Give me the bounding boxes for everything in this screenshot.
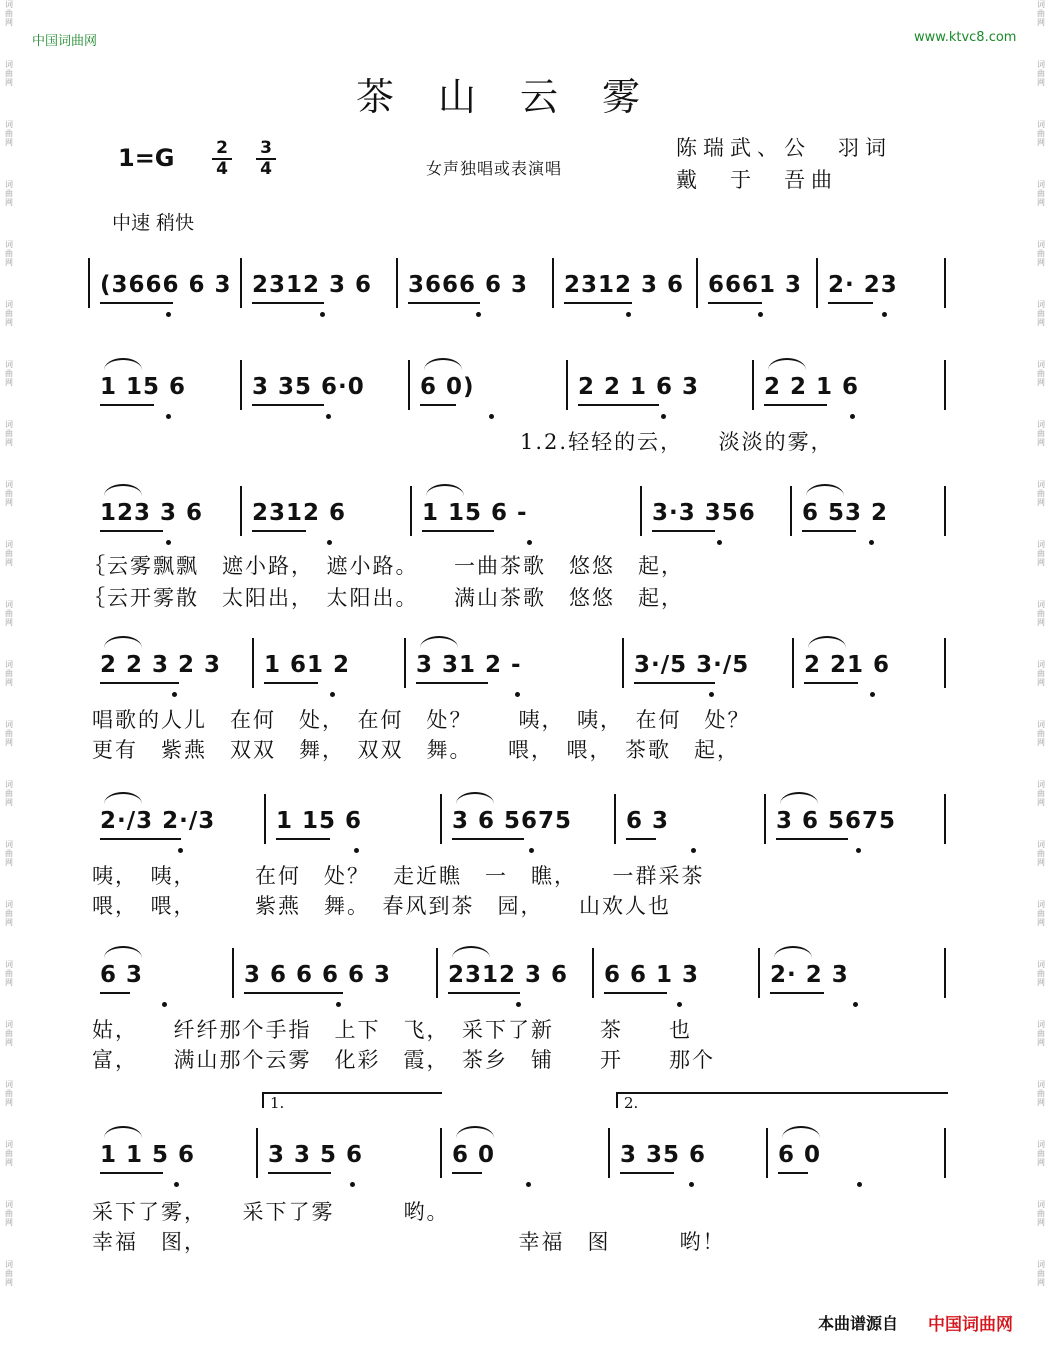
octave-dot	[527, 540, 532, 545]
barline	[566, 360, 568, 410]
beam-underline	[252, 404, 324, 406]
site-url-right[interactable]: www.ktvc8.com	[914, 30, 1017, 45]
watermark-glyphs: 词 曲 网	[1037, 480, 1045, 507]
octave-dot	[166, 414, 171, 419]
watermark-glyphs: 词 曲 网	[1037, 1020, 1045, 1047]
lyric-line-3: ｛云开雾散 太阳出， 太阳出。 满山茶歌 悠悠 起，	[84, 586, 684, 610]
measure-notes: 3 31 2 -	[416, 652, 522, 678]
watermark-glyphs: 词 曲 网	[1037, 900, 1045, 927]
measure-notes: 1 15 6	[276, 808, 363, 834]
watermark-glyphs: 词 曲 网	[5, 1020, 13, 1047]
barline	[792, 638, 794, 688]
beam-underline	[604, 992, 667, 994]
watermark-glyphs: 词 曲 网	[5, 1080, 13, 1107]
measure-notes: 2· 2 3	[770, 962, 849, 988]
octave-dot	[174, 1182, 179, 1187]
composer-credit: 戴 于 吾曲	[676, 168, 838, 192]
octave-dot	[661, 414, 666, 419]
watermark-glyphs: 词 曲 网	[5, 540, 13, 567]
lyric-line-4: 唱歌的人儿 在何 处， 在何 处？ 咦， 咦， 在何 处？	[92, 708, 751, 732]
octave-dot	[850, 414, 855, 419]
watermark-glyphs: 词 曲 网	[1037, 0, 1045, 27]
watermark-glyphs: 词 曲 网	[1037, 360, 1045, 387]
slur-mark	[104, 358, 142, 370]
barline	[790, 486, 792, 536]
beam-underline	[452, 838, 524, 840]
beam-underline	[276, 838, 330, 840]
measure-notes: 3666 6 3	[408, 272, 529, 298]
barline	[410, 486, 412, 536]
barline	[436, 948, 438, 998]
staff-line-6	[88, 948, 950, 1010]
watermark-glyphs: 词 曲 网	[1037, 60, 1045, 87]
first-ending-bracket: 1.	[262, 1092, 442, 1108]
slur-mark	[780, 792, 818, 804]
slur-mark	[452, 946, 490, 958]
watermark-glyphs: 词 曲 网	[5, 1260, 13, 1287]
slur-mark	[424, 358, 462, 370]
staff-line-2	[88, 360, 950, 422]
octave-dot	[870, 692, 875, 697]
measure-notes: 3·3 356	[652, 500, 756, 526]
staff-line-5	[88, 794, 950, 856]
lyric-line-11: 幸福 图， 幸福 图 哟！	[92, 1230, 726, 1254]
slur-mark	[104, 636, 142, 648]
measure-notes: 6661 3	[708, 272, 803, 298]
octave-dot	[350, 1182, 355, 1187]
watermark-glyphs: 词 曲 网	[1037, 120, 1045, 147]
watermark-glyphs: 词 曲 网	[5, 120, 13, 147]
slur-mark	[104, 946, 142, 958]
octave-dot	[162, 1002, 167, 1007]
octave-dot	[677, 1002, 682, 1007]
beam-underline	[564, 302, 632, 304]
barline	[764, 794, 766, 844]
beam-underline	[100, 682, 179, 684]
lyric-line-6: 咦， 咦， 在何 处？ 走近瞧 一 瞧， 一群采茶	[92, 864, 705, 888]
watermark-glyphs: 词 曲 网	[1037, 840, 1045, 867]
watermark-glyphs: 词 曲 网	[5, 180, 13, 207]
beam-underline	[100, 838, 181, 840]
octave-dot	[516, 1002, 521, 1007]
octave-dot	[336, 1002, 341, 1007]
measure-notes: 2 2 1 6 3	[578, 374, 700, 400]
barline	[944, 258, 946, 308]
barline	[440, 1128, 442, 1178]
measure-notes: 3 3 5 6	[268, 1142, 364, 1168]
watermark-glyphs: 词 曲 网	[1037, 720, 1045, 747]
lyric-line-8: 姑， 纤纤那个手指 上下 飞， 采下了新 茶 也	[92, 1018, 692, 1042]
watermark-glyphs: 词 曲 网	[5, 960, 13, 987]
beam-underline	[448, 992, 520, 994]
barline	[396, 258, 398, 308]
slur-mark	[104, 1126, 142, 1138]
right-watermark-strip	[1034, 0, 1048, 1359]
beam-underline	[408, 302, 480, 304]
beam-underline	[420, 404, 456, 406]
watermark-glyphs: 词 曲 网	[5, 480, 13, 507]
octave-dot	[853, 1002, 858, 1007]
beam-underline	[244, 992, 343, 994]
octave-dot	[882, 312, 887, 317]
left-watermark-strip	[2, 0, 16, 1359]
measure-notes: 2312 6	[252, 500, 347, 526]
lyric-line-5: 更有 紫燕 双双 舞， 双双 舞。 喂， 喂， 茶歌 起，	[92, 738, 740, 762]
beam-underline	[620, 1172, 674, 1174]
lyric-line-1: 1.2.轻轻的云， 淡淡的雾，	[520, 430, 834, 454]
barline	[696, 258, 698, 308]
octave-dot	[515, 692, 520, 697]
measure-notes: 3 6 5675	[452, 808, 573, 834]
slur-mark	[456, 792, 494, 804]
watermark-glyphs: 词 曲 网	[5, 900, 13, 927]
watermark-glyphs: 词 曲 网	[1037, 1140, 1045, 1167]
slur-mark	[456, 1126, 494, 1138]
octave-dot	[717, 540, 722, 545]
barline	[240, 486, 242, 536]
barline	[408, 360, 410, 410]
barline	[440, 794, 442, 844]
beam-underline	[634, 682, 715, 684]
song-title: 茶山云雾	[356, 75, 685, 119]
watermark-glyphs: 词 曲 网	[1037, 240, 1045, 267]
watermark-glyphs: 词 曲 网	[5, 420, 13, 447]
barline	[758, 948, 760, 998]
barline	[552, 258, 554, 308]
second-ending-bracket: 2.	[616, 1092, 948, 1108]
watermark-glyphs: 词 曲 网	[5, 0, 13, 27]
source-site-link[interactable]: 中国词曲网	[928, 1315, 1013, 1335]
barline	[640, 486, 642, 536]
beam-underline	[804, 682, 858, 684]
measure-notes: 2 2 3 2 3	[100, 652, 222, 678]
measure-notes: 6 3	[100, 962, 144, 988]
beam-underline	[764, 404, 827, 406]
meter-2-4: $\frac{2}{4}$	[212, 139, 232, 179]
slur-mark	[420, 636, 458, 648]
source-label: 本曲谱源自	[818, 1314, 899, 1333]
measure-notes: 2· 23	[828, 272, 898, 298]
beam-underline	[626, 838, 656, 840]
beam-underline	[708, 302, 762, 304]
measure-notes: 1 15 6	[100, 374, 187, 400]
measure-notes: 6 3	[626, 808, 670, 834]
watermark-glyphs: 词 曲 网	[1037, 1200, 1045, 1227]
beam-underline	[100, 992, 130, 994]
measure-notes: 1 15 6 -	[422, 500, 528, 526]
watermark-glyphs: 词 曲 网	[5, 720, 13, 747]
slur-mark	[426, 484, 464, 496]
slur-mark	[104, 792, 142, 804]
watermark-glyphs: 词 曲 网	[1037, 780, 1045, 807]
beam-underline	[828, 302, 873, 304]
beam-underline	[100, 302, 173, 304]
barline	[944, 1128, 946, 1178]
barline	[592, 948, 594, 998]
barline	[816, 258, 818, 308]
beam-underline	[100, 1172, 163, 1174]
beam-underline	[252, 302, 324, 304]
octave-dot	[330, 692, 335, 697]
barline	[88, 258, 90, 308]
measure-notes: 3 35 6·0	[252, 374, 365, 400]
performance-note: 女声独唱或表演唱	[426, 159, 563, 178]
barline	[614, 794, 616, 844]
barline	[766, 1128, 768, 1178]
octave-dot	[857, 1182, 862, 1187]
measure-notes: 2312 3 6	[252, 272, 373, 298]
lyric-line-9: 富， 满山那个云雾 化彩 霞， 茶乡 铺 开 那个	[92, 1048, 715, 1072]
staff-line-7	[88, 1128, 950, 1190]
measure-notes: 1 61 2	[264, 652, 351, 678]
slur-mark	[768, 358, 806, 370]
watermark-glyphs: 词 曲 网	[5, 840, 13, 867]
octave-dot	[758, 312, 763, 317]
beam-underline	[452, 1172, 482, 1174]
measure-notes: 6 6 1 3	[604, 962, 700, 988]
measure-notes: 3 6 6 6 6 3	[244, 962, 392, 988]
key-signature: 1=G	[118, 144, 175, 172]
watermark-glyphs: 词 曲 网	[1037, 600, 1045, 627]
watermark-glyphs: 词 曲 网	[5, 780, 13, 807]
meter-3-4: $\frac{3}{4}$	[256, 139, 276, 179]
tempo-marking: 中速 稍快	[112, 212, 195, 234]
lyric-line-7: 喂， 喂， 紫燕 舞。 春风到茶 园， 山欢人也	[92, 894, 671, 918]
measure-notes: 123 3 6	[100, 500, 204, 526]
site-name-left[interactable]: 中国词曲网	[32, 34, 98, 49]
barline	[608, 1128, 610, 1178]
octave-dot	[626, 312, 631, 317]
octave-dot	[327, 540, 332, 545]
barline	[944, 638, 946, 688]
lyric-line-10: 采下了雾， 采下了雾 哟。	[92, 1200, 450, 1224]
octave-dot	[529, 848, 534, 853]
barline	[944, 486, 946, 536]
measure-notes: 3 6 5675	[776, 808, 897, 834]
octave-dot	[709, 692, 714, 697]
octave-dot	[354, 848, 359, 853]
beam-underline	[578, 404, 659, 406]
beam-underline	[652, 530, 715, 532]
lyric-line-2: ｛云雾飘飘 遮小路， 遮小路。 一曲茶歌 悠悠 起，	[84, 554, 684, 578]
measure-notes: 6 0	[452, 1142, 496, 1168]
octave-dot	[326, 414, 331, 419]
barline	[752, 360, 754, 410]
octave-dot	[476, 312, 481, 317]
watermark-glyphs: 词 曲 网	[1037, 540, 1045, 567]
measure-notes: 2312 3 6	[564, 272, 685, 298]
watermark-glyphs: 词 曲 网	[1037, 300, 1045, 327]
watermark-glyphs: 词 曲 网	[1037, 960, 1045, 987]
barline	[240, 258, 242, 308]
watermark-glyphs: 词 曲 网	[1037, 660, 1045, 687]
barline	[252, 638, 254, 688]
octave-dot	[166, 540, 171, 545]
barline	[944, 360, 946, 410]
watermark-glyphs: 词 曲 网	[1037, 420, 1045, 447]
octave-dot	[689, 1182, 694, 1187]
watermark-glyphs: 词 曲 网	[5, 240, 13, 267]
watermark-glyphs: 词 曲 网	[1037, 180, 1045, 207]
octave-dot	[869, 540, 874, 545]
octave-dot	[856, 848, 861, 853]
barline	[404, 638, 406, 688]
octave-dot	[178, 848, 183, 853]
beam-underline	[268, 1172, 331, 1174]
watermark-glyphs: 词 曲 网	[5, 300, 13, 327]
octave-dot	[691, 848, 696, 853]
beam-underline	[770, 992, 824, 994]
beam-underline	[776, 838, 848, 840]
watermark-glyphs: 词 曲 网	[5, 660, 13, 687]
barline	[256, 1128, 258, 1178]
octave-dot	[166, 312, 171, 317]
octave-dot	[320, 312, 325, 317]
watermark-glyphs: 词 曲 网	[1037, 1080, 1045, 1107]
beam-underline	[416, 682, 488, 684]
beam-underline	[264, 682, 318, 684]
beam-underline	[802, 530, 856, 532]
slur-mark	[806, 484, 844, 496]
barline	[240, 360, 242, 410]
barline	[944, 948, 946, 998]
staff-line-1	[88, 258, 950, 320]
measure-notes: 2·/3 2·/3	[100, 808, 216, 834]
slur-mark	[104, 484, 142, 496]
beam-underline	[422, 530, 494, 532]
measure-notes: 1 1 5 6	[100, 1142, 196, 1168]
watermark-glyphs: 词 曲 网	[1037, 1260, 1045, 1287]
barline	[264, 794, 266, 844]
octave-dot	[172, 692, 177, 697]
beam-underline	[100, 404, 154, 406]
slur-mark	[774, 946, 812, 958]
watermark-glyphs: 词 曲 网	[5, 360, 13, 387]
watermark-glyphs: 词 曲 网	[5, 1140, 13, 1167]
measure-notes: 2312 3 6	[448, 962, 569, 988]
measure-notes: 3 35 6	[620, 1142, 707, 1168]
beam-underline	[100, 530, 163, 532]
barline	[622, 638, 624, 688]
measure-notes: 2 2 1 6	[764, 374, 860, 400]
barline	[232, 948, 234, 998]
watermark-glyphs: 词 曲 网	[5, 1200, 13, 1227]
measure-notes: (3666 6 3	[100, 272, 232, 298]
staff-line-4	[88, 638, 950, 700]
octave-dot	[526, 1182, 531, 1187]
measure-notes: 3·/5 3·/5	[634, 652, 750, 678]
octave-dot	[489, 414, 494, 419]
measure-notes: 6 0	[778, 1142, 822, 1168]
slur-mark	[808, 636, 846, 648]
staff-line-3	[88, 486, 950, 548]
measure-notes: 6 0)	[420, 374, 475, 400]
watermark-glyphs: 词 曲 网	[5, 60, 13, 87]
slur-mark	[782, 1126, 820, 1138]
watermark-glyphs: 词 曲 网	[5, 600, 13, 627]
beam-underline	[778, 1172, 808, 1174]
lyricist-credit: 陈瑞武、公 羽词	[676, 136, 892, 160]
measure-notes: 2 21 6	[804, 652, 891, 678]
barline	[944, 794, 946, 844]
measure-notes: 6 53 2	[802, 500, 889, 526]
beam-underline	[252, 530, 306, 532]
